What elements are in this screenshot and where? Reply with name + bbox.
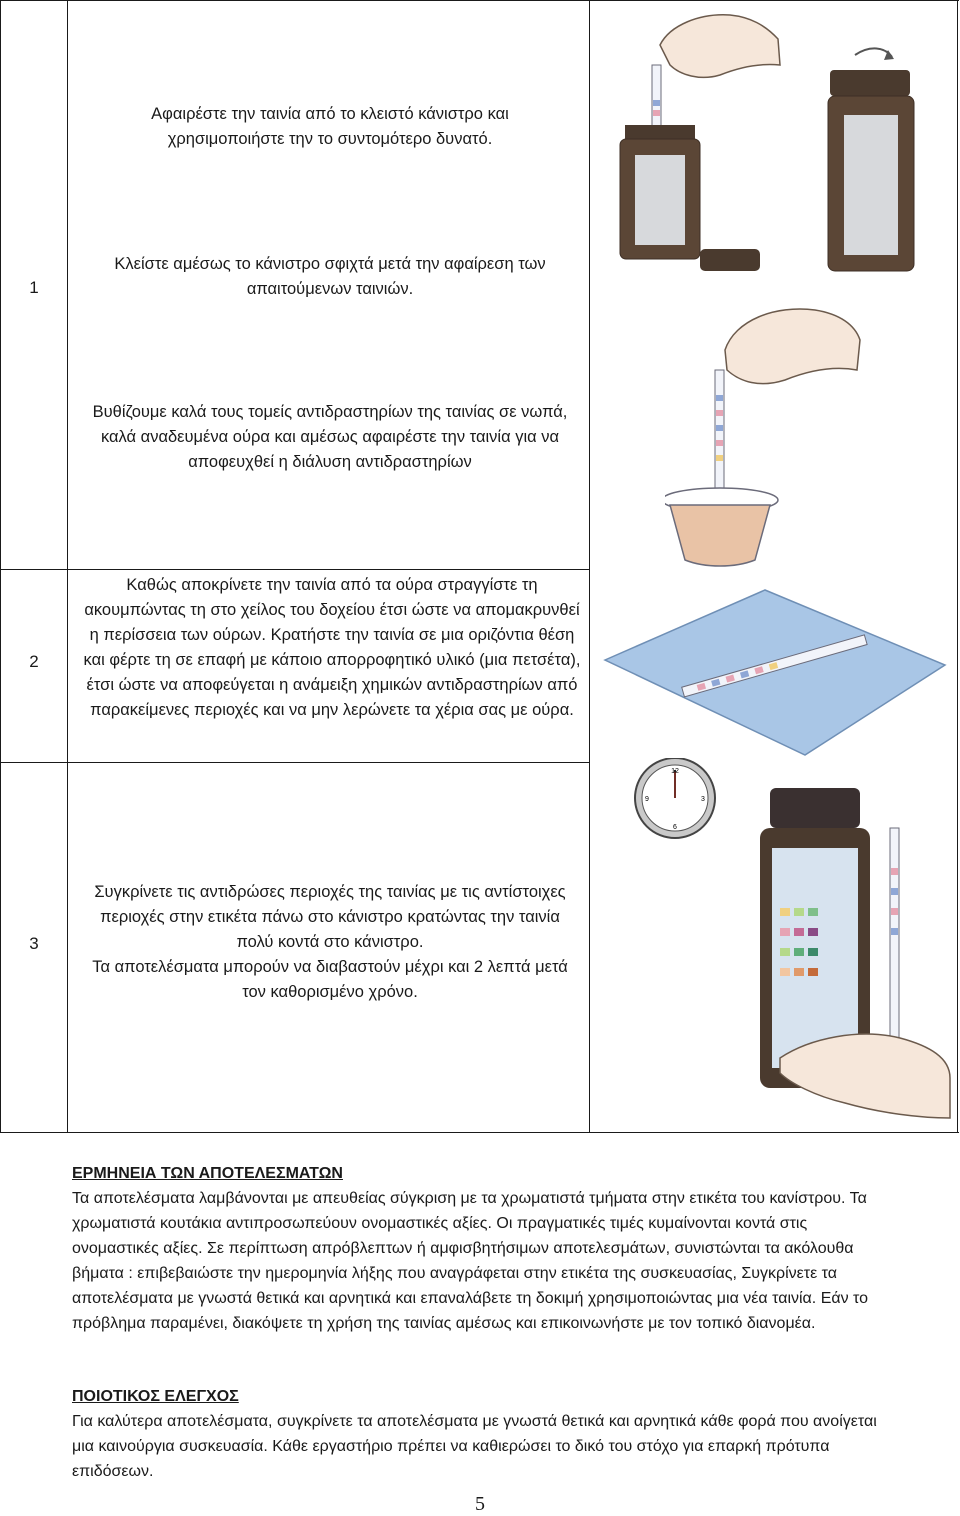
table-border-right <box>957 0 958 1133</box>
results-interpretation-heading: ΕΡΜΗΝΕΙΑ ΤΩΝ ΑΠΟΤΕΛΕΣΜΑΤΩΝ <box>72 1165 343 1182</box>
step-2-text-a: Βυθίζουμε καλά τους τομείς αντιδραστηρίων της ταινίας σε νωπά, καλά αναδευμένα ούρα και αμέσως αφαιρέστε την ταινία για να αποφευχθεί η διάλυση αντιδραστηρίων <box>92 403 568 471</box>
quality-control-section <box>72 1384 892 1484</box>
row-divider-1 <box>0 569 589 570</box>
table-border-bottom <box>0 1132 959 1133</box>
step-2-text-b: Καθώς αποκρίνετε την ταινία από τα ούρα στραγγίστε τη ακουμπώντας τη στο χείλος του δοχείου έτσι ώστε να απομακρυνθεί η περίσσεια των ούρων. Κρατήστε την ταινία σε μια οριζόντια θέση και φέρτε τη σε επαφή με κάποιο απορροφητικό υλικό (μια πετσέτα), έτσι ώστε να αποφεύγεται η ανάμειξη χημικών αντιδραστηρίων από παρακείμενες περιοχές και να μην λερώνετε τα χέρια σας με ούρα. <box>83 576 581 719</box>
canister-closed <box>830 70 910 96</box>
blotting-strip-on-towel-illustration <box>600 585 950 760</box>
results-interpretation-body: Τα αποτελέσματα λαμβάνονται με απευθείας σύγκριση με τα χρωματιστά τμήματα στην ετικέτα του κανίστρου. Τα χρωματιστά κουτάκια αντιπροσωπεύουν ονομαστικές αξίες. Οι πραγματικές τιμές κυμαίνονται κοντά στις ονομαστικές αξίες. Σε περίπτωση απρόβλεπτων ή αμφισβητήσιμων αποτελεσμάτων, συνιστώνται τα ακόλουθα βήματα : επιβεβαιώστε την ημερομηνία λήξης που αναγράφεται στην ετικέτα της συσκευασίας, Συγκρίνετε τα αποτελέσματα με γνωστά θετικά και αρνητικά και επαναλάβετε τη δοκιμή χρησιμοποιώντας μια νέα ταινία. Εάν το πρόβλημα παραμένει, διακόψετε τη χρήση της ταινίας αμέσως και επικοινωνήστε με τον τοπικό διανομέα. <box>72 1190 869 1332</box>
clock-number-3: 3 <box>701 796 705 803</box>
dipping-strip-in-urine-cup-illustration <box>665 300 875 570</box>
clock-number-9: 9 <box>645 796 649 803</box>
page-number: 5 <box>475 1493 485 1515</box>
hand-icon <box>660 15 780 78</box>
hand-removing-strip-from-canister-illustration <box>600 5 950 295</box>
urine-cup <box>670 505 770 566</box>
step-number-1: 1 <box>29 278 39 297</box>
clock-and-canister-comparison-illustration <box>600 758 955 1128</box>
illustration-column-divider <box>589 0 590 1133</box>
clock-number-12: 12 <box>671 768 679 775</box>
step-3-text-b: Τα αποτελέσματα μπορούν να διαβαστούν μέχρι και 2 λεπτά μετά τον καθορισμένο χρόνο. <box>92 958 568 1001</box>
number-column-divider <box>67 0 68 1133</box>
step-1-text-b: Κλείστε αμέσως το κάνιστρο σφιχτά μετά την αφαίρεση των απαιτούμενων ταινιών. <box>114 255 546 298</box>
hand-icon <box>780 1034 950 1118</box>
clock-number-6: 6 <box>673 824 677 831</box>
row-divider-2 <box>0 762 589 763</box>
canister-open <box>625 125 695 139</box>
step-number-3: 3 <box>29 934 39 953</box>
canister-cap <box>770 788 860 828</box>
table-border-left <box>0 0 1 1133</box>
step-3-text-a: Συγκρίνετε τις αντιδρώσες περιοχές της ταινίας με τις αντίστοιχες περιοχές στην ετικέτα πάνω στο κάνιστρο κρατώντας την ταινία πολύ κοντά στο κάνιστρο. <box>94 883 566 951</box>
clock-icon <box>635 758 715 838</box>
canister-cap <box>700 249 760 271</box>
quality-control-body: Για καλύτερα αποτελέσματα, συγκρίνετε τα αποτελέσματα με γνωστά θετικά και αρνητικά κάθε φορά που ανοίγεται μια καινούργια συσκευασία. Κάθε εργαστήριο πρέπει να καθιερώσει το δικό του στόχο για επαρκή πρότυπα επιδόσεων. <box>72 1413 877 1480</box>
results-interpretation-section <box>72 1161 892 1336</box>
test-strip <box>890 828 899 1058</box>
table-border-top <box>0 0 959 1</box>
towel <box>605 590 945 755</box>
step-1-text-a: Αφαιρέστε την ταινία από το κλειστό κάνιστρο και χρησιμοποιήστε την το συντομότερο δυνατό. <box>151 105 509 148</box>
hand-icon <box>725 309 860 384</box>
quality-control-heading: ΠΟΙΟΤΙΚΟΣ ΕΛΕΓΧΟΣ <box>72 1388 239 1405</box>
step-number-2: 2 <box>29 652 39 671</box>
